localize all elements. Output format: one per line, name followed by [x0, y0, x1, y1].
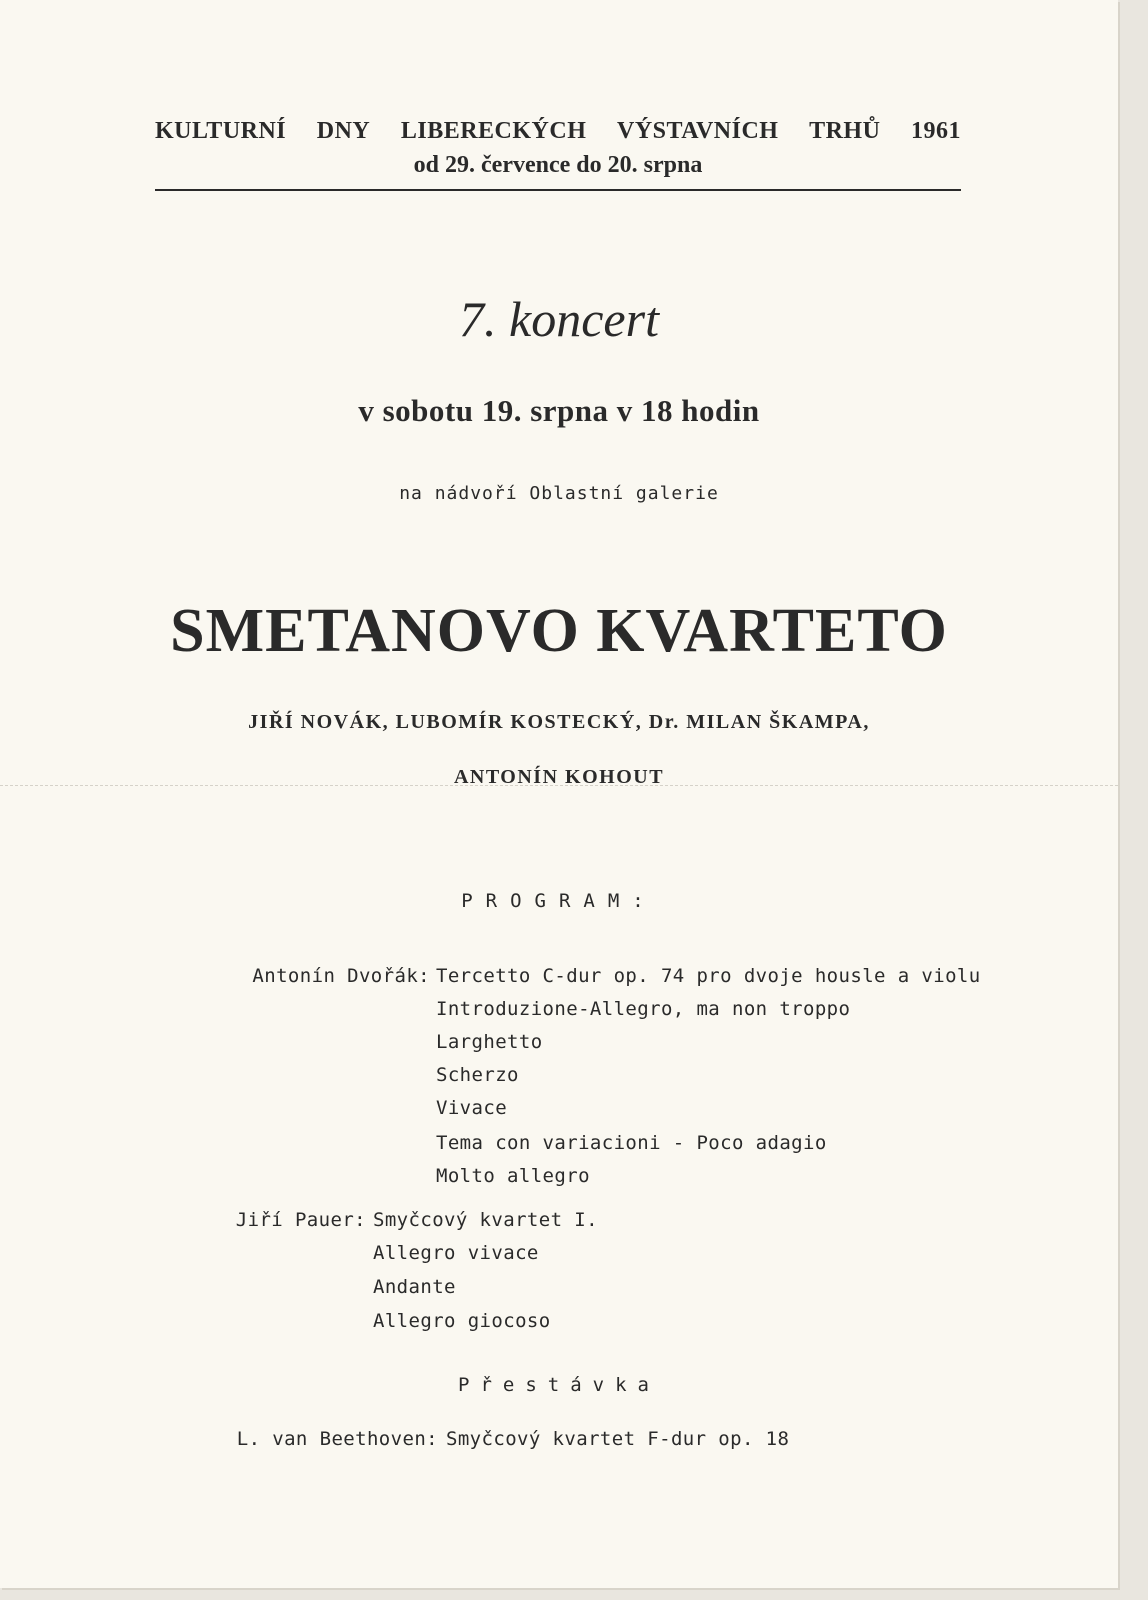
program-heading: PROGRAM:: [461, 890, 657, 912]
program-line: Introduzione-Allegro, ma non troppo: [436, 998, 851, 1020]
composer-name: Antonín Dvořák:: [252, 965, 430, 987]
concert-venue: na nádvoří Oblastní galerie: [399, 483, 719, 504]
festival-title-word: LIBERECKÝCH: [400, 118, 587, 144]
concert-date: v sobotu 19. srpna v 18 hodin: [358, 393, 760, 428]
ensemble-members: JIŘÍ NOVÁK, LUBOMÍR KOSTECKÝ, Dr. MILAN ŠKAMPA,: [248, 711, 870, 733]
program-line: Molto allegro: [436, 1165, 590, 1187]
program-line: Smyčcový kvartet I.: [373, 1209, 598, 1231]
festival-title-word: VÝSTAVNÍCH: [616, 118, 779, 144]
program-line: Allegro vivace: [373, 1242, 539, 1264]
festival-title-word: DNY: [316, 118, 371, 144]
festival-title-word: KULTURNÍ: [155, 118, 287, 144]
festival-title: [155, 118, 961, 145]
program-line: Smyčcový kvartet F-dur op. 18: [446, 1428, 790, 1450]
program-line: Andante: [373, 1276, 456, 1298]
program-line: Tercetto C-dur op. 74 pro dvoje housle a violu: [436, 965, 981, 987]
program-line: Vivace: [436, 1097, 508, 1119]
header-divider: [155, 189, 961, 191]
program-line: Tema con variacioni - Poco adagio: [436, 1132, 827, 1154]
concert-number: 7. koncert: [459, 291, 659, 347]
festival-title-word: TRHŮ: [809, 118, 881, 144]
festival-dates: od 29. července do 20. srpna: [413, 152, 703, 178]
program-line: Scherzo: [436, 1064, 519, 1086]
program-line: Larghetto: [436, 1031, 543, 1053]
composer-name: Jiří Pauer:: [235, 1209, 366, 1231]
ensemble-name: SMETANOVO KVARTETO: [170, 597, 948, 665]
ensemble-members-continued: ANTONÍN KOHOUT: [453, 766, 665, 788]
festival-title-word: 1961: [911, 118, 961, 144]
intermission: Přestávka: [458, 1374, 660, 1396]
composer-name: L. van Beethoven:: [236, 1428, 438, 1450]
program-line: Allegro giocoso: [373, 1310, 551, 1332]
